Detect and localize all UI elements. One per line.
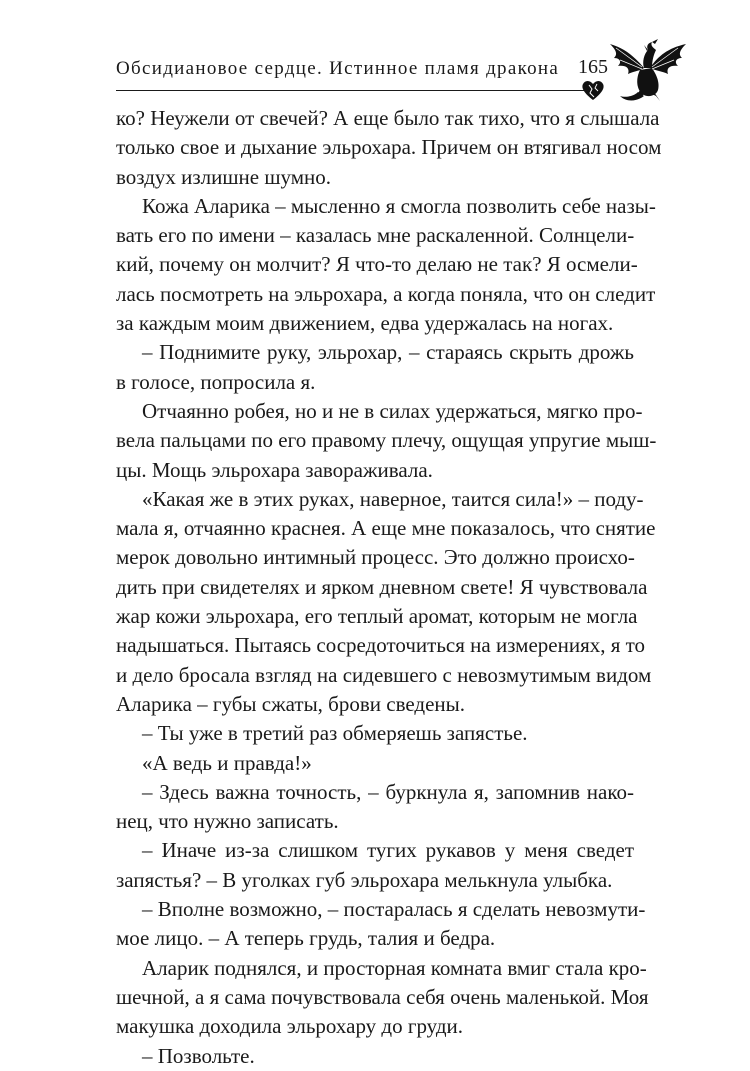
text-line: Аларик поднялся, и просторная комната вмиг стала кро-	[142, 955, 647, 980]
text-line: и дело бросала взгляд на сидевшего с невозмутимым видом	[116, 662, 652, 687]
text-line: цы. Мощь эльрохара завораживала.	[116, 457, 433, 482]
text-line: дить при свидетелях и ярком дневном свете! Я чувствовала	[116, 574, 648, 599]
text-line: «Какая же в этих руках, наверное, таится сила!» – поду-	[142, 486, 644, 511]
text-line: вела пальцами по его правому плечу, ощущая упругие мыш-	[116, 428, 657, 453]
text-line: мерок довольно интимный процесс. Это должно происхо-	[116, 545, 635, 570]
text-line: шечной, а я сама почувствовала себя очень маленькой. Моя	[116, 984, 649, 1009]
text-line: Аларика – губы сжаты, брови сведены.	[116, 691, 466, 716]
text-line: лась посмотреть на эльрохара, а когда поняла, что он следит	[116, 281, 656, 306]
text-line: мала я, отчаянно краснея. А еще мне показалось, что снятие	[116, 516, 656, 541]
page-number: 165	[578, 56, 608, 78]
text-line: – Ты уже в третий раз обмеряешь запястье.	[142, 721, 528, 746]
text-line: запястья? – В уголках губ эльрохара мелькнула улыбка.	[116, 867, 613, 892]
text-line: – Иначе из-за слишком тугих рукавов у меня сведет	[142, 838, 634, 863]
text-line: – Вполне возможно, – постаралась я сделать невозмути-	[142, 897, 646, 922]
running-title: Обсидиановое сердце. Истинное пламя дракона	[116, 58, 560, 79]
text-line: мое лицо. – А теперь грудь, талия и бедра.	[116, 926, 496, 951]
text-line: вать его по имени – казалась мне раскаленной. Солнцели-	[116, 223, 635, 248]
text-line: воздух излишне шумно.	[116, 164, 332, 189]
text-line: Отчаянно робея, но и не в силах удержаться, мягко про-	[142, 398, 643, 423]
text-line: макушка доходила эльрохару до груди.	[116, 1014, 464, 1039]
text-line: – Поднимите руку, эльрохар, – стараясь скрыть дрожь	[142, 340, 634, 365]
text-line: в голосе, попросила я.	[116, 369, 316, 394]
text-line: – Здесь важна точность, – буркнула я, запомнив нако-	[142, 779, 634, 804]
body-text	[116, 104, 662, 1071]
text-line: надышаться. Пытаясь сосредоточиться на измерениях, я то	[116, 633, 646, 658]
header-rule	[116, 90, 598, 91]
text-line: нец, что нужно записать.	[116, 809, 339, 834]
text-line: Кожа Аларика – мысленно я смогла позволить себе назы-	[142, 193, 656, 218]
text-line: только свое и дыхание эльрохара. Причем он втягивал носом	[116, 135, 662, 160]
text-line: ко? Неужели от свечей? А еще было так тихо, что я слышала	[116, 106, 660, 130]
text-line: «А ведь и правда!»	[142, 750, 312, 775]
dragon-icon	[600, 38, 692, 106]
text-line: кий, почему он молчит? Я что-то делаю не так? Я осмели-	[116, 252, 638, 277]
text-line: жар кожи эльрохара, его теплый аромат, которым не могла	[116, 604, 638, 629]
text-line: – Позвольте.	[142, 1043, 255, 1068]
text-line: за каждым моим движением, едва удержалась на ногах.	[116, 311, 614, 336]
